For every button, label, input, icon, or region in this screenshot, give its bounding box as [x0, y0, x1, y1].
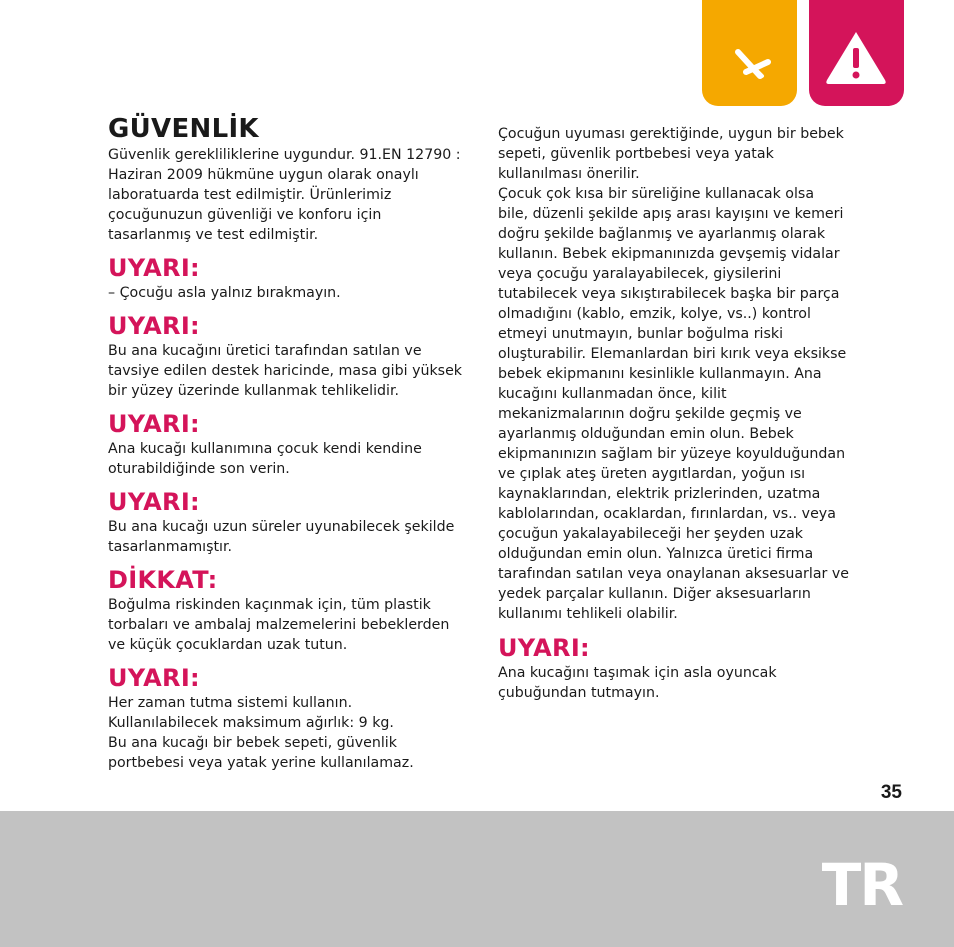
warning-icon	[809, 0, 904, 106]
right-column	[498, 124, 870, 703]
tools-icon	[702, 0, 797, 106]
warning-text: Ana kucağı kullanımına çocuk kendi kendine oturabildiğinde son verin.	[108, 441, 422, 477]
left-column	[108, 113, 480, 773]
intro-text: Güvenlik gerekliliklerine uygundur. 91.EN 12790 : Haziran 2009 hükmüne uygun olarak onaylı laboratuarda test edilmiştir. Ürünlerimiz çocuğunuzun güvenliği ve konforu için tasarlanmış ve test edilmiştir.	[108, 147, 461, 243]
warning-heading: UYARI:	[108, 312, 200, 340]
warning-heading: UYARI:	[108, 664, 200, 692]
page-number: 35	[880, 782, 902, 803]
body-paragraph: Çocuk çok kısa bir süreliğine kullanacak olsa bile, düzenli şekilde apış arası kayışını ve kemeri doğru şekilde bağlanmış ve ayarlanmış olarak kullanın. Bebek ekipmanınızda gevşemiş vidalar veya çocuğu yaralayabilecek, giysilerini tutabilecek veya sıkıştırabilecek başka bir parça olmadığını (kablo, emzik, kolye, vs..) kontrol etmeyi unutmayın, bunlar boğulma riski oluşturabilir. Elemanlardan biri kırık veya eksikse bebek ekipmanını kesinlikle kullanmayın. Ana kucağını kullanmadan önce, kilit mekanizmalarının doğru şekilde geçmiş ve ayarlanmış olduğundan emin olun. Bebek ekipmanınızın sağlam bir yüzeye koyulduğundan ve çıplak ateş üreten aygıtlardan, yoğun ısı kaynaklarından, elektrik prizlerinden, uzatma kablolarından, ocaklardan, fırınlardan, vs.. veya çocuğun yakalayabileceği her şeyden uzak olduğundan emin olun. Yalnızca üretici firma tarafından satılan veya onaylanan aksesuarlar ve yedek parçalar kullanın. Diğer aksesuarların kullanımı tehlikeli olabilir.	[498, 186, 849, 622]
page-title: GÜVENLİK	[108, 114, 259, 144]
footer-band	[0, 811, 954, 947]
language-code: TR	[821, 851, 902, 919]
caution-text: Boğulma riskinden kaçınmak için, tüm plastik torbaları ve ambalaj malzemelerini bebeklerden ve küçük çocuklardan uzak tutun.	[108, 597, 450, 653]
tools-tab	[702, 0, 797, 106]
warning-heading: UYARI:	[108, 410, 200, 438]
warning-heading: UYARI:	[498, 634, 590, 662]
warning-heading: UYARI:	[108, 254, 200, 282]
warning-tab	[809, 0, 904, 106]
warning-text: Bu ana kucağını üretici tarafından satılan ve tavsiye edilen destek haricinde, masa gibi yüksek bir yüzey üzerinde kullanmak tehlikelidir.	[108, 343, 463, 399]
warning-text: Ana kucağını taşımak için asla oyuncak çubuğundan tutmayın.	[498, 665, 777, 701]
caution-heading: DİKKAT:	[108, 566, 218, 594]
warning-text: Bu ana kucağı uzun süreler uyunabilecek şekilde tasarlanmamıştır.	[108, 519, 455, 555]
warning-text: Her zaman tutma sistemi kullanın. Kullanılabilecek maksimum ağırlık: 9 kg. Bu ana kucağı bir bebek sepeti, güvenlik portbebesi veya yatak yerine kullanılamaz.	[108, 695, 414, 771]
body-paragraph: Çocuğun uyuması gerektiğinde, uygun bir bebek sepeti, güvenlik portbebesi veya yatak kullanılması önerilir.	[498, 126, 844, 182]
warning-text: – Çocuğu asla yalnız bırakmayın.	[108, 285, 341, 301]
warning-heading: UYARI:	[108, 488, 200, 516]
